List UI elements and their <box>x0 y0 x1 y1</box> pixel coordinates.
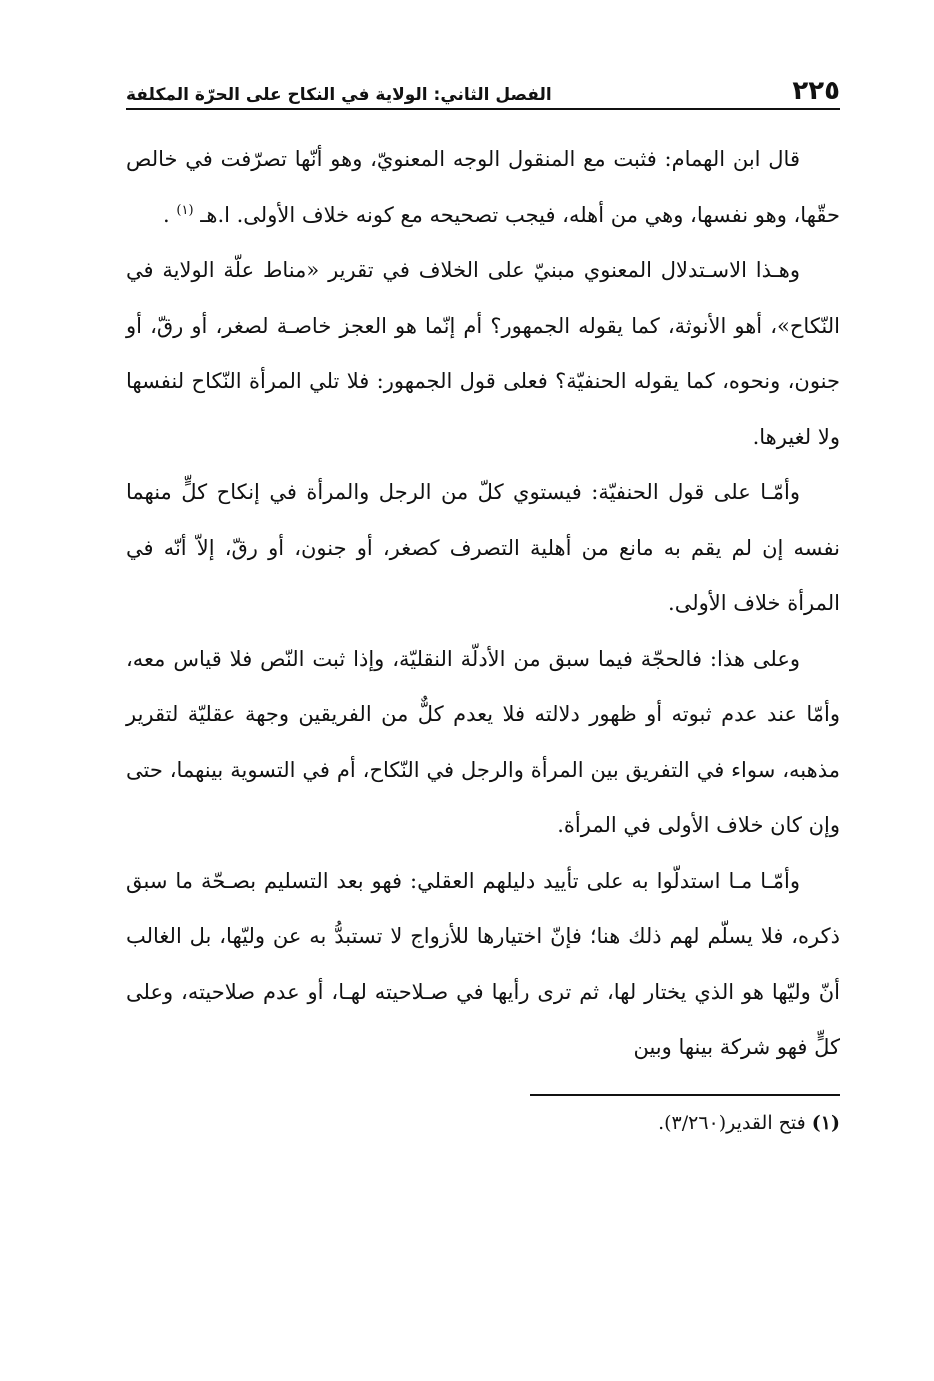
paragraph-end-mark: . <box>163 202 170 227</box>
page-number: ٢٢٥ <box>792 76 840 106</box>
footnote-reference[interactable]: (١) <box>176 202 194 218</box>
paragraph: وهـذا الاسـتدلال المعنوي مبنيّ على الخلاف في تقرير «مناط علّة الولاية في النّكاح»، أهو الأنوثة، كما يقوله الجمهور؟ أم إنّما هو العجز خاصـة لصغر، أو رقّ، أو جنون، ونحوه، كما يقوله الحنفيّة؟ فعلى قول الجمهور: فلا تلي المرأة النّكاح لنفسها ولا لغيرها. <box>126 258 840 449</box>
footnote-divider <box>530 1094 840 1096</box>
paragraph <box>126 132 840 243</box>
footnote-number: (١) <box>811 1111 840 1134</box>
paragraph: وأمّـا مـا استدلّوا به على تأييد دليلهم العقلي: فهو بعد التسليم بصـحّة ما سبق ذكره، فلا يسلّم لهم ذلك هنا؛ فإنّ اختيارها للأزواج لا تستبدُّ به عن وليّها، بل الغالب أنّ وليّها هو الذي يختار لها، ثم ترى رأيها في صـلاحيته لهـا، أو عدم صلاحيته، وعلى كلٍّ فهو شركة بينها وبين <box>126 868 840 1059</box>
chapter-title: الفصل الثاني: الولاية في النكاح على الحرّة المكلفة <box>126 85 552 105</box>
footnote-text: فتح القدير(٣/٢٦٠). <box>658 1111 806 1134</box>
paragraph-text: قال ابن الهمام: فثبت مع المنقول الوجه المعنويّ، وهو أنّها تصرّفت في خالص حقّها، وهو نفسها، وهي من أهله، فيجب تصحيحه مع كونه خلاف الأولى. ا.هـ <box>126 147 840 227</box>
document-page <box>126 70 840 1138</box>
running-header <box>126 70 840 110</box>
footnote <box>126 1108 840 1138</box>
body-text <box>126 132 840 1076</box>
paragraph: وأمّـا على قول الحنفيّة: فيستوي كلّ من الرجل والمرأة في إنكاح كلٍّ منهما نفسه إن لم يقم به مانع من أهلية التصرف كصغر، أو جنون، أو رقّ، إلاّ أنّه في المرأة خلاف الأولى. <box>126 480 840 615</box>
paragraph: وعلى هذا: فالحجّة فيما سبق من الأدلّة النقليّة، وإذا ثبت النّص فلا قياس معه، وأمّا عند عدم ثبوته أو ظهور دلالته فلا يعدم كلٌّ من الفريقين وجهة عقليّة لتقرير مذهبه، سواء في التفريق بين المرأة والرجل في النّكاح، أم في التسوية بينهما، حتى وإن كان خلاف الأولى في المرأة. <box>126 646 840 837</box>
